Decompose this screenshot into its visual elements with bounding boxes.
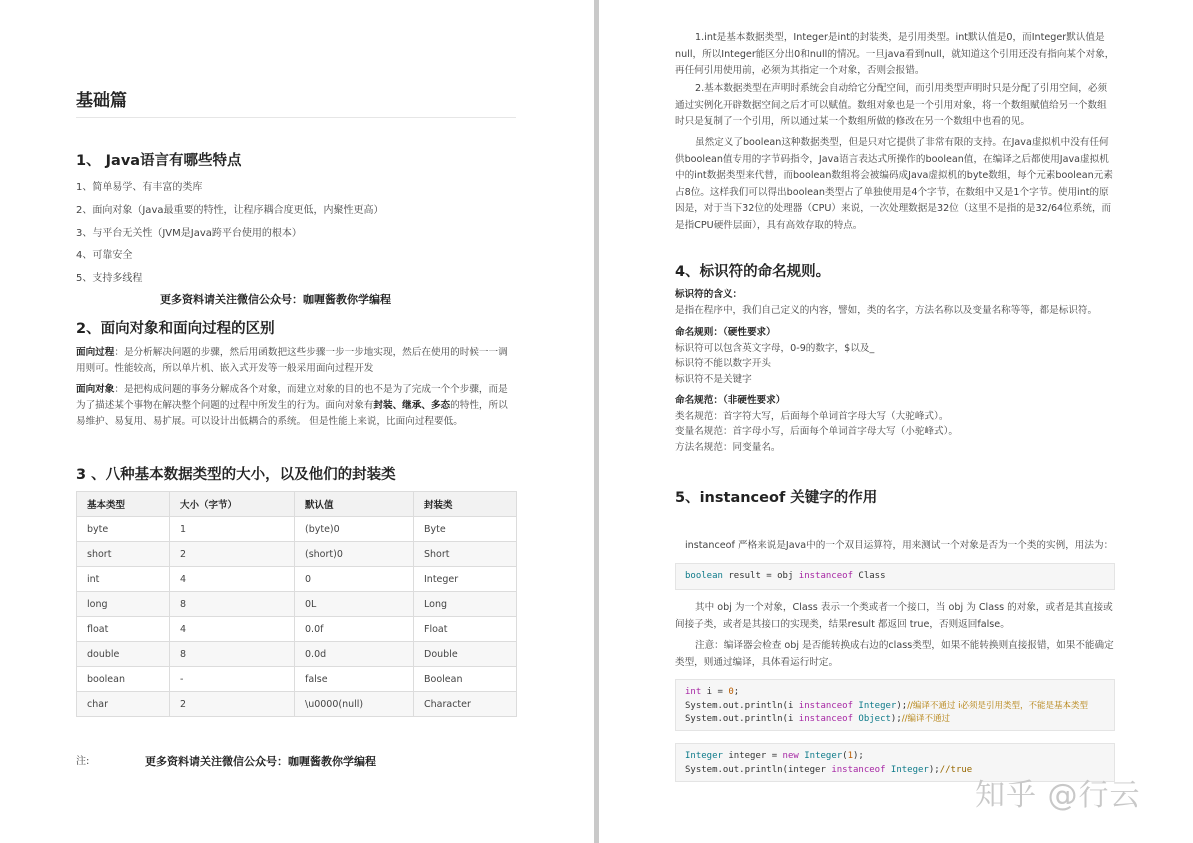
q2-object-bold: 封装、继承、多态 <box>373 400 451 411</box>
note-label: 注: <box>76 756 90 767</box>
table-cell: (short)0 <box>295 542 414 567</box>
q2-object-text-b: 的特性，所以易维护、易复用、易扩展。可以设计出低耦合的系统。 但是性能上来说，比面向过程要低。 <box>76 400 508 427</box>
code-token: instanceof <box>798 714 853 724</box>
table-cell: 8 <box>170 642 295 667</box>
table-cell: 4 <box>170 567 295 592</box>
q4-meaning <box>675 287 1115 318</box>
code-token: Integer <box>885 764 929 775</box>
q2-object-text-a: ：是把构成问题的事务分解成各个对象，而建立对象的目的也不是为了完成一个个步骤，而是为了描述某个事物在解决整个问题的过程中所发生的行为。面向对象有 <box>76 384 508 411</box>
q1-heading: 1、 Java语言有哪些特点 <box>76 153 242 169</box>
code-comment: //编译不通过 i必须是引用类型，不能是基本类型 <box>907 700 1088 711</box>
code-block-1 <box>675 563 1115 590</box>
table-cell: - <box>170 667 295 692</box>
table-header-cell: 基本类型 <box>77 492 170 517</box>
table-cell: (byte)0 <box>295 517 414 542</box>
table-cell: Float <box>414 617 517 642</box>
table-cell: boolean <box>77 667 170 692</box>
table-row <box>77 567 517 592</box>
code-token: System.out.println(integer <box>685 764 832 775</box>
table-cell: 0 <box>295 567 414 592</box>
code-token: 0 <box>728 687 734 697</box>
code-token: Integer <box>798 751 843 761</box>
right-para-2: 2.基本数据类型在声明时系统会自动给它分配空间，而引用类型声明时只是分配了引用空间，必须通过实例化开辟数据空间之后才可以赋值。数组对象也是一个引用对象，将一个数组赋值给另一个数组时只是复制了一个引用，所以通过某一个数组所做的修改在另一个数组中也看的见。 <box>675 83 1108 127</box>
table-row <box>77 642 517 667</box>
table-cell: int <box>77 567 170 592</box>
q4-hard-label: 命名规则：（硬性要求） <box>675 327 776 338</box>
code-token: ); <box>890 714 902 724</box>
table-cell: 0L <box>295 592 414 617</box>
q4-meaning-text: 是指在程序中，我们自己定义的内容，譬如，类的名字，方法名称以及变量名称等等，都是标识符。 <box>675 304 1098 316</box>
table-header-cell: 封装类 <box>414 492 517 517</box>
q2-para-object <box>76 382 516 430</box>
code-block-2 <box>675 679 1115 731</box>
promo-text-2: 更多资料请关注微信公众号：咖喱酱教你学编程 <box>145 755 376 768</box>
code-token: result = obj <box>722 571 799 581</box>
q1-item-4: 4、可靠安全 <box>76 250 133 261</box>
q4-hard-item: 标识符可以包含英文字母，0-9的数字，$以及_ <box>675 342 875 354</box>
q1-item-3: 3、与平台无关性（JVM是Java跨平台使用的根本） <box>76 228 302 239</box>
q2-heading: 2、面向对象和面向过程的区别 <box>76 321 275 337</box>
q4-hard-item: 标识符不能以数字开头 <box>675 358 771 369</box>
q4-hard-item: 标识符不是关键字 <box>675 373 752 385</box>
q4-hard-rules <box>675 325 1115 387</box>
code-token: System.out.println(i <box>685 714 799 724</box>
code-token: Object <box>852 714 891 724</box>
code-token: ( <box>842 751 848 761</box>
code-token: instanceof <box>798 700 853 711</box>
q5-heading: 5、instanceof 关键字的作用 <box>675 490 878 506</box>
q4-soft-label: 命名规范：（非硬性要求） <box>675 395 786 406</box>
code-token: ; <box>733 687 740 697</box>
table-header-cell: 大小（字节） <box>170 492 295 517</box>
promo-text: 更多资料请关注微信公众号：咖喱酱教你学编程 <box>160 293 391 306</box>
table-cell: short <box>77 542 170 567</box>
table-cell: 1 <box>170 517 295 542</box>
code-line <box>685 713 1105 727</box>
code-token: i = <box>701 687 729 697</box>
q1-item-5: 5、支持多线程 <box>76 273 143 284</box>
q5-para-b: 注意：编译器会检查 obj 是否能转换成右边的class类型，如果不能转换则直接报错，如果不能确定类型，则通过编译，具体看运行时定。 <box>675 640 1114 668</box>
code-comment: //编译不通过 <box>901 714 950 724</box>
table-cell: Long <box>414 592 517 617</box>
code-token: boolean <box>685 571 723 581</box>
q4-soft-rules <box>675 393 1115 455</box>
table-cell: 2 <box>170 542 295 567</box>
q5-intro: instanceof 严格来说是Java中的一个双目运算符，用来测试一个对象是否为一个类的实例，用法为： <box>685 540 1114 551</box>
right-para-1: 1.int是基本数据类型，Integer是int的封装类，是引用类型。int默认值是0，而Integer默认值是null，所以Integer能区分出0和null的情况。一旦java看到null，就知道这个引用还没有指向某个对象，再任何引用使用前，必须为其指定一个对象，否则会报错。 <box>675 32 1115 76</box>
code-token: ); <box>853 751 864 761</box>
q4-meaning-label: 标识符的含义： <box>675 289 743 300</box>
table-header-row <box>77 492 517 517</box>
code-token: instanceof <box>831 764 886 775</box>
q2-process-label: 面向过程 <box>76 347 115 358</box>
q4-heading: 4、标识符的命名规则。 <box>675 264 831 280</box>
code-token: instanceof <box>798 571 853 581</box>
table-cell: \u0000(null) <box>295 692 414 717</box>
code-token: System.out.println(i <box>685 700 799 711</box>
table-cell: 8 <box>170 592 295 617</box>
code-token: int <box>685 687 702 697</box>
q4-soft-item: 方法名规范：同变量名。 <box>675 441 781 453</box>
table-cell: Double <box>414 642 517 667</box>
q1-item-1: 1、简单易学、有丰富的类库 <box>76 182 203 193</box>
code-token: ); <box>928 764 940 775</box>
q4-soft-item: 变量名规范：首字母小写，后面每个单词首字母大写（小驼峰式）。 <box>675 426 959 437</box>
table-cell: float <box>77 617 170 642</box>
table-cell: char <box>77 692 170 717</box>
code-comment: //true <box>939 764 973 775</box>
table-cell: 0.0f <box>295 617 414 642</box>
datatype-table <box>76 491 517 717</box>
table-cell: Boolean <box>414 667 517 692</box>
table-cell: long <box>77 592 170 617</box>
code-token: Integer <box>685 751 723 761</box>
code-line <box>685 700 1105 714</box>
table-row <box>77 517 517 542</box>
right-para-3: 虽然定义了boolean这种数据类型，但是只对它提供了非常有限的支持。在Java虚拟机中没有任何供boolean值专用的字节码指令，Java语言表达式所操作的boolean值，在编译之后都使用Java虚拟机中的int数据类型来代替，而boolean数组将会被编码成Java虚拟机的byte数组，每个元素boolean元素占8位。这样我们可以得出boolean类型占了单独使用是4个字节，在数组中又是1个字节。使用int的原因是，对于当下32位的处理器（CPU）来说，一次处理数据是32位（这里不是指的是32/64位系统，而是指CPU硬件层面），具有高效存取的特点。 <box>675 137 1113 231</box>
table-row <box>77 592 517 617</box>
table-header-cell: 默认值 <box>295 492 414 517</box>
code-token: ); <box>896 700 908 711</box>
q2-process-text: ：是分析解决问题的步骤，然后用函数把这些步骤一步一步地实现，然后在使用的时候一一调用则可。性能较高，所以单片机、嵌入式开发等一般采用面向过程开发 <box>76 347 508 374</box>
table-row <box>77 542 517 567</box>
table-row <box>77 667 517 692</box>
zhihu-watermark: 知乎 @行云 <box>975 778 1141 813</box>
q3-heading: 3 、八种基本数据类型的大小，以及他们的封装类 <box>76 467 396 483</box>
code-token: integer = <box>722 751 783 761</box>
table-cell: 0.0d <box>295 642 414 667</box>
code-token: new <box>782 751 799 761</box>
table-row <box>77 617 517 642</box>
table-cell: double <box>77 642 170 667</box>
table-cell: Integer <box>414 567 517 592</box>
table-cell: false <box>295 667 414 692</box>
table-cell: Character <box>414 692 517 717</box>
q2-object-label: 面向对象 <box>76 384 115 395</box>
code-token: 1 <box>847 751 854 761</box>
table-cell: Short <box>414 542 517 567</box>
q4-soft-item: 类名规范：首字符大写，后面每个单词首字母大写（大驼峰式）。 <box>675 410 949 422</box>
code-line <box>685 750 1105 764</box>
table-cell: byte <box>77 517 170 542</box>
table-cell: Byte <box>414 517 517 542</box>
q2-para-process <box>76 345 516 377</box>
code-line <box>685 686 1105 700</box>
q1-item-2: 2、面向对象（Java最重要的特性，让程序耦合度更低，内聚性更高） <box>76 205 384 216</box>
code-token: Class <box>852 571 886 581</box>
table-cell: 2 <box>170 692 295 717</box>
section-title: 基础篇 <box>76 86 516 118</box>
table-row <box>77 692 517 717</box>
code-token: Integer <box>852 700 897 711</box>
table-cell: 4 <box>170 617 295 642</box>
q5-para-a: 其中 obj 为一个对象，Class 表示一个类或者一个接口，当 obj 为 Class 的对象，或者是其直接或间接子类，或者是其接口的实现类，结果result 都返回 true，否则返回false。 <box>675 602 1113 630</box>
